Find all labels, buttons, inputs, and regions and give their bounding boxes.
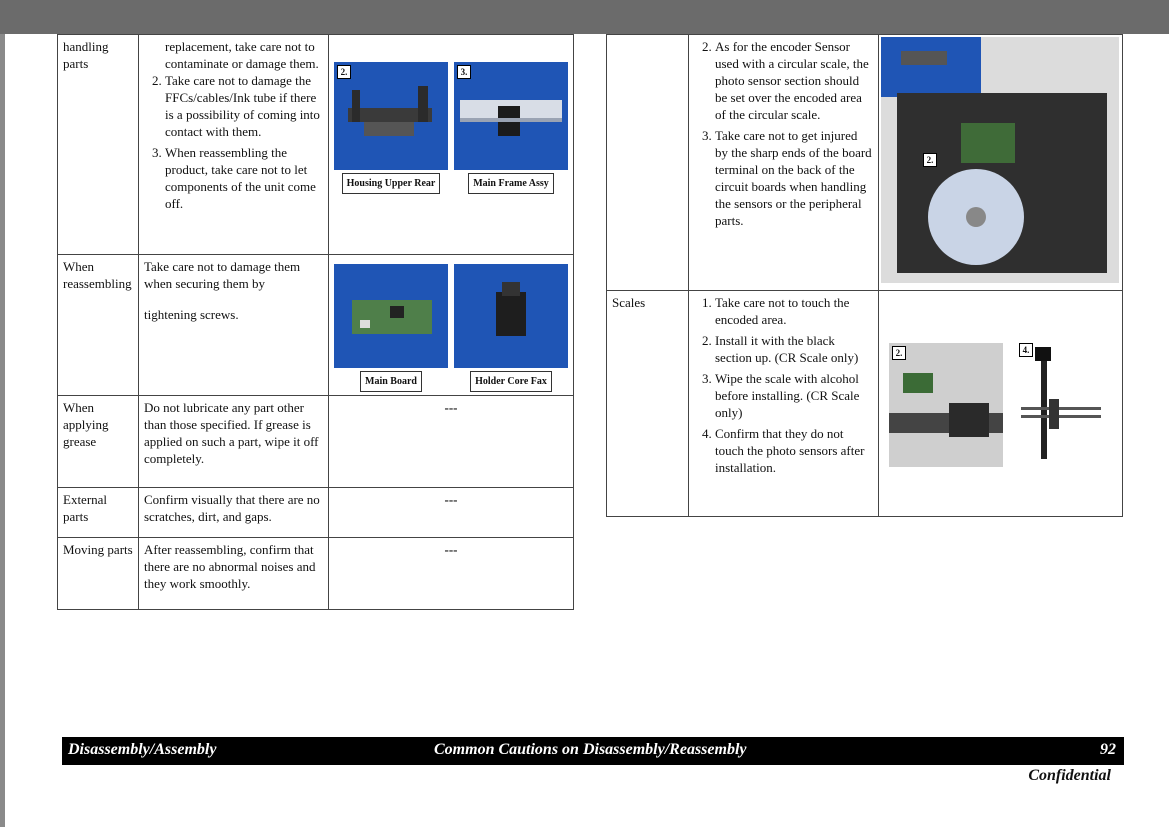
list-item: 3. Wipe the scale with alcohol before installing. (CR Scale only) — [715, 370, 873, 421]
document-page — [5, 34, 1169, 827]
caution-text: tightening screws. — [144, 307, 239, 322]
holder-core-fax-photo — [454, 264, 568, 368]
no-image-dash: --- — [329, 488, 574, 538]
continued-text: replacement, take care not to contaminate or damage them. — [165, 39, 319, 71]
row-item-label: handling parts — [58, 35, 139, 255]
list-item: 2. Install it with the black section up. (CR Scale only) — [715, 332, 873, 366]
page-number: 92 — [1100, 741, 1116, 758]
row-item-label: External parts — [58, 488, 139, 538]
list-item: 4. Confirm that they do not touch the photo sensors after installation. — [715, 425, 873, 476]
cautions-table-right — [606, 34, 1123, 517]
row-item-label: When reassembling — [58, 255, 139, 396]
table-row — [58, 35, 574, 255]
holder-part-drawing — [454, 264, 568, 368]
cr-scale-drawing — [889, 343, 1003, 467]
row-caution-text — [139, 35, 329, 255]
row-item-label: Moving parts — [58, 538, 139, 610]
housing-upper-rear-photo — [334, 62, 448, 170]
footer-chapter-title: Common Cautions on Disassembly/Reassembly — [434, 741, 747, 758]
row-caution-text: After reassembling, confirm that there are no abnormal noises and they work smoothly. — [139, 538, 329, 610]
list-item: 1. Take care not to touch the encoded area. — [715, 294, 873, 328]
image-number-badge: 4. — [1019, 343, 1033, 357]
table-row — [607, 291, 1123, 517]
caution-list — [694, 294, 873, 476]
image-number-badge: 3. — [457, 65, 471, 79]
image-caption: Housing Upper Rear — [342, 173, 441, 194]
row-caution-text — [689, 35, 879, 291]
image-caption: Main Frame Assy — [468, 173, 554, 194]
table-row — [58, 396, 574, 488]
encoder-drawing — [881, 37, 1119, 283]
row-caution-text: Confirm visually that there are no scratches, dirt, and gaps. — [139, 488, 329, 538]
frame-part-drawing — [454, 62, 568, 170]
page-footer-bar — [62, 737, 1124, 765]
viewer-top-bar — [0, 0, 1169, 34]
table-row — [58, 488, 574, 538]
row-item-label — [607, 35, 689, 291]
board-part-drawing — [334, 264, 448, 368]
scale-diagram — [1021, 343, 1101, 467]
no-image-dash: --- — [329, 538, 574, 610]
list-item: 3. When reassembling the product, take care not to let components of the unit come off. — [165, 144, 323, 212]
row-caution-text: Do not lubricate any part other than those specified. If grease is applied on such a part, wipe it off completely. — [139, 396, 329, 488]
row-caution-text — [139, 255, 329, 396]
caution-list — [144, 72, 323, 212]
table-row — [607, 35, 1123, 291]
confidential-label: Confidential — [1028, 767, 1111, 784]
list-item: 2. As for the encoder Sensor used with a circular scale, the photo sensor section should be set over the encoded area of the circular scale. — [715, 38, 873, 123]
image-caption: Holder Core Fax — [470, 371, 552, 392]
row-caution-text — [689, 291, 879, 517]
encoder-sensor-photo — [881, 37, 1119, 283]
row-image-cell — [329, 35, 574, 255]
footer-section-title: Disassembly/Assembly — [68, 741, 217, 758]
main-board-photo — [334, 264, 448, 368]
no-image-dash: --- — [329, 396, 574, 488]
scale-line-drawing — [1021, 343, 1101, 467]
cautions-table-left — [57, 34, 574, 610]
row-item-label: Scales — [607, 291, 689, 517]
cr-scale-photo — [889, 343, 1003, 467]
row-image-cell — [879, 291, 1123, 517]
caution-list — [694, 38, 873, 229]
row-item-label: When applying grease — [58, 396, 139, 488]
table-row — [58, 255, 574, 396]
row-image-cell — [879, 35, 1123, 291]
row-image-cell — [329, 255, 574, 396]
table-row — [58, 538, 574, 610]
image-caption: Main Board — [360, 371, 422, 392]
image-number-badge: 2. — [923, 153, 937, 167]
caution-text: Take care not to damage them when securing them by — [144, 259, 301, 291]
list-item: 3. Take care not to get injured by the sharp ends of the board terminal on the back of the circuit boards when handling the sensors or the peripheral parts. — [715, 127, 873, 229]
image-number-badge: 2. — [892, 346, 906, 360]
list-item: 2. Take care not to damage the FFCs/cables/Ink tube if there is a possibility of coming into contact with them. — [165, 72, 323, 140]
main-frame-assy-photo — [454, 62, 568, 170]
housing-part-drawing — [334, 62, 448, 170]
image-number-badge: 2. — [337, 65, 351, 79]
